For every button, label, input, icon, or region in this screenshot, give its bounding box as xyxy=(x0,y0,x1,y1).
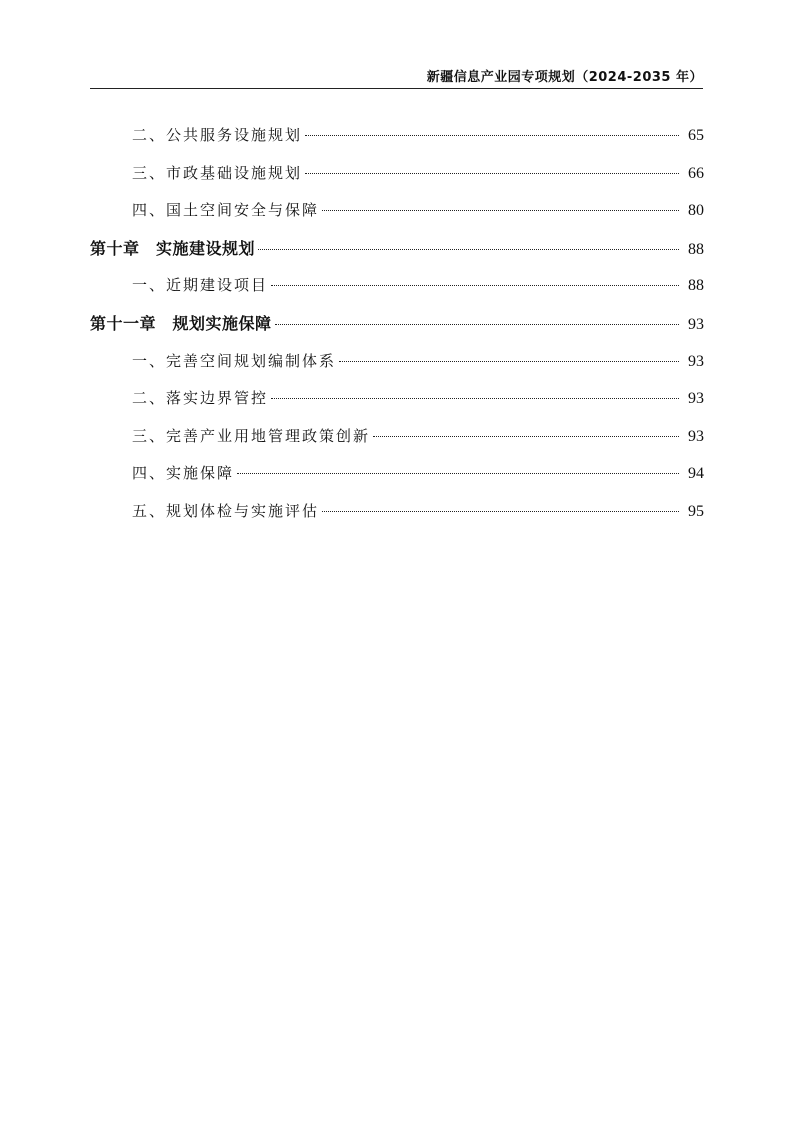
toc-entry-label: 二、落实边界管控 xyxy=(132,389,269,408)
toc-entry-label: 四、实施保障 xyxy=(132,464,235,483)
toc-entry[interactable] xyxy=(90,418,704,456)
dot-leader xyxy=(271,285,679,286)
toc-entry-label: 一、近期建设项目 xyxy=(132,276,269,295)
dot-leader xyxy=(271,398,679,399)
dot-leader xyxy=(258,249,679,250)
dot-leader xyxy=(237,473,679,474)
toc-entry-label: 一、完善空间规划编制体系 xyxy=(132,351,337,370)
toc-entry[interactable] xyxy=(90,380,704,418)
document-title: 新疆信息产业园专项规划（2024-2035 年） xyxy=(426,70,703,85)
page-header xyxy=(90,66,703,89)
toc-page-number: 88 xyxy=(688,277,704,295)
toc-entry[interactable] xyxy=(90,493,704,531)
toc-chapter-label: 第十一章 规划实施保障 xyxy=(90,313,272,333)
toc-page-number: 94 xyxy=(688,465,704,483)
toc-page-number: 93 xyxy=(688,390,704,408)
toc-chapter-entry[interactable] xyxy=(90,230,704,268)
dot-leader xyxy=(305,173,679,174)
dot-leader xyxy=(322,210,679,211)
toc-chapter-entry[interactable] xyxy=(90,305,704,343)
toc-entry[interactable] xyxy=(90,192,704,230)
toc-entry-label: 三、完善产业用地管理政策创新 xyxy=(132,426,371,445)
dot-leader xyxy=(373,436,679,437)
toc-entry-label: 五、规划体检与实施评估 xyxy=(132,501,320,520)
toc-chapter-label: 第十章 实施建设规划 xyxy=(90,238,256,258)
toc-entry[interactable] xyxy=(90,343,704,381)
dot-leader xyxy=(305,135,679,136)
table-of-contents xyxy=(90,117,704,531)
dot-leader xyxy=(339,361,679,362)
toc-entry[interactable] xyxy=(90,267,704,305)
toc-entry[interactable] xyxy=(90,455,704,493)
toc-page-number: 95 xyxy=(688,502,704,520)
toc-page-number: 66 xyxy=(688,164,704,182)
toc-page-number: 93 xyxy=(688,352,704,370)
toc-page-number: 88 xyxy=(688,240,704,258)
toc-entry-label: 四、国土空间安全与保障 xyxy=(132,201,320,220)
toc-entry[interactable] xyxy=(90,117,704,155)
toc-page-number: 80 xyxy=(688,202,704,220)
toc-entry-label: 三、市政基础设施规划 xyxy=(132,163,303,182)
toc-entry[interactable] xyxy=(90,155,704,193)
dot-leader xyxy=(275,324,679,325)
toc-entry-label: 二、公共服务设施规划 xyxy=(132,126,303,144)
dot-leader xyxy=(322,511,679,512)
toc-page-number: 93 xyxy=(688,427,704,445)
toc-page-number: 65 xyxy=(688,127,704,144)
toc-page-number: 93 xyxy=(688,315,704,333)
